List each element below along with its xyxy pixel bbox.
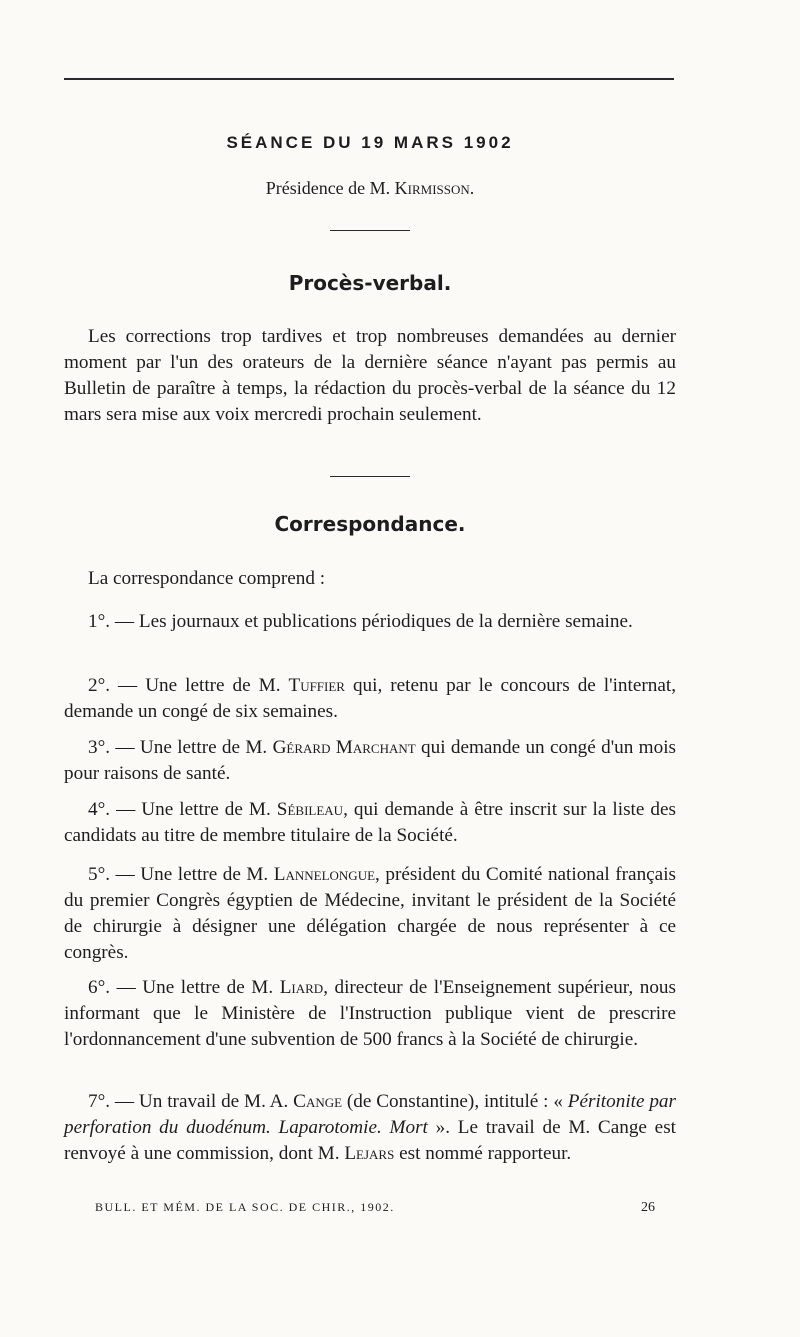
list-item: 6°. — Une lettre de M. Liard, directeur de l'Enseignement supérieur, nous informant que le Ministère de l'Instruction publique vient de prescrire l'ordonnancement d'une subvention de 500 francs à la Société de chirurgie.: [64, 977, 676, 1050]
list-item: 2°. — Une lettre de M. Tuffier qui, retenu par le concours de l'internat, demande un congé de six semaines.: [64, 675, 676, 722]
top-rule: [64, 78, 674, 80]
person-name: Liard: [279, 977, 324, 998]
section-heading-correspondance: Correspondance.: [274, 512, 466, 536]
list-item: 5°. — Une lettre de M. Lannelongue, président du Comité national français du premier Congrès égyptien de Médecine, invitant le président de la Société de chirurgie à désigner une délégation chargée de nous représenter à ce congrès.: [64, 864, 676, 963]
page-number: 26: [641, 1200, 655, 1215]
person-name: Cange: [293, 1091, 343, 1112]
presidence-line: Présidence de M. Kirmisson.: [265, 178, 475, 198]
page-footer: [95, 1200, 655, 1215]
person-name: Sébileau: [276, 799, 344, 820]
list-item: 1°. — Les journaux et publications périodiques de la dernière semaine.: [88, 611, 633, 632]
list-item: 3°. — Une lettre de M. Gérard Marchant qui demande un congé d'un mois pour raisons de santé.: [64, 737, 676, 784]
list-item: 4°. — Une lettre de M. Sébileau, qui demande à être inscrit sur la liste des candidats au titre de membre titulaire de la Société.: [64, 799, 676, 846]
work-title: Péritonite par perforation du duodénum. Laparotomie. Mort: [64, 1091, 676, 1138]
proces-verbal-paragraph: Les corrections trop tardives et trop nombreuses demandées au dernier moment par l'un des orateurs de la dernière séance n'ayant pas permis au Bulletin de paraître à temps, la rédaction du procès-verbal de la séance du 12 mars sera mise aux voix mercredi prochain seulement.: [64, 326, 676, 425]
session-title: SÉANCE DU 19 MARS 1902: [226, 133, 514, 152]
person-name: Lejars: [344, 1143, 395, 1164]
section-divider: [330, 476, 410, 477]
person-name: Gérard Marchant: [272, 737, 416, 758]
person-name: Tuffier: [288, 675, 345, 696]
section-divider: [330, 230, 410, 231]
president-name: Kirmisson: [394, 178, 470, 198]
correspondance-intro: La correspondance comprend :: [88, 568, 326, 589]
section-heading-proces-verbal: Procès-verbal.: [288, 271, 452, 295]
person-name: Lannelongue: [273, 864, 376, 885]
list-item: 7°. — Un travail de M. A. Cange (de Constantine), intitulé : « Péritonite par perforation du duodénum. Laparotomie. Mort ». Le travail de M. Cange est renvoyé à une commission, dont M. Lejars est nommé rapporteur.: [64, 1091, 676, 1164]
journal-reference: BULL. ET MÉM. DE LA SOC. DE CHIR., 1902.: [95, 1200, 395, 1214]
